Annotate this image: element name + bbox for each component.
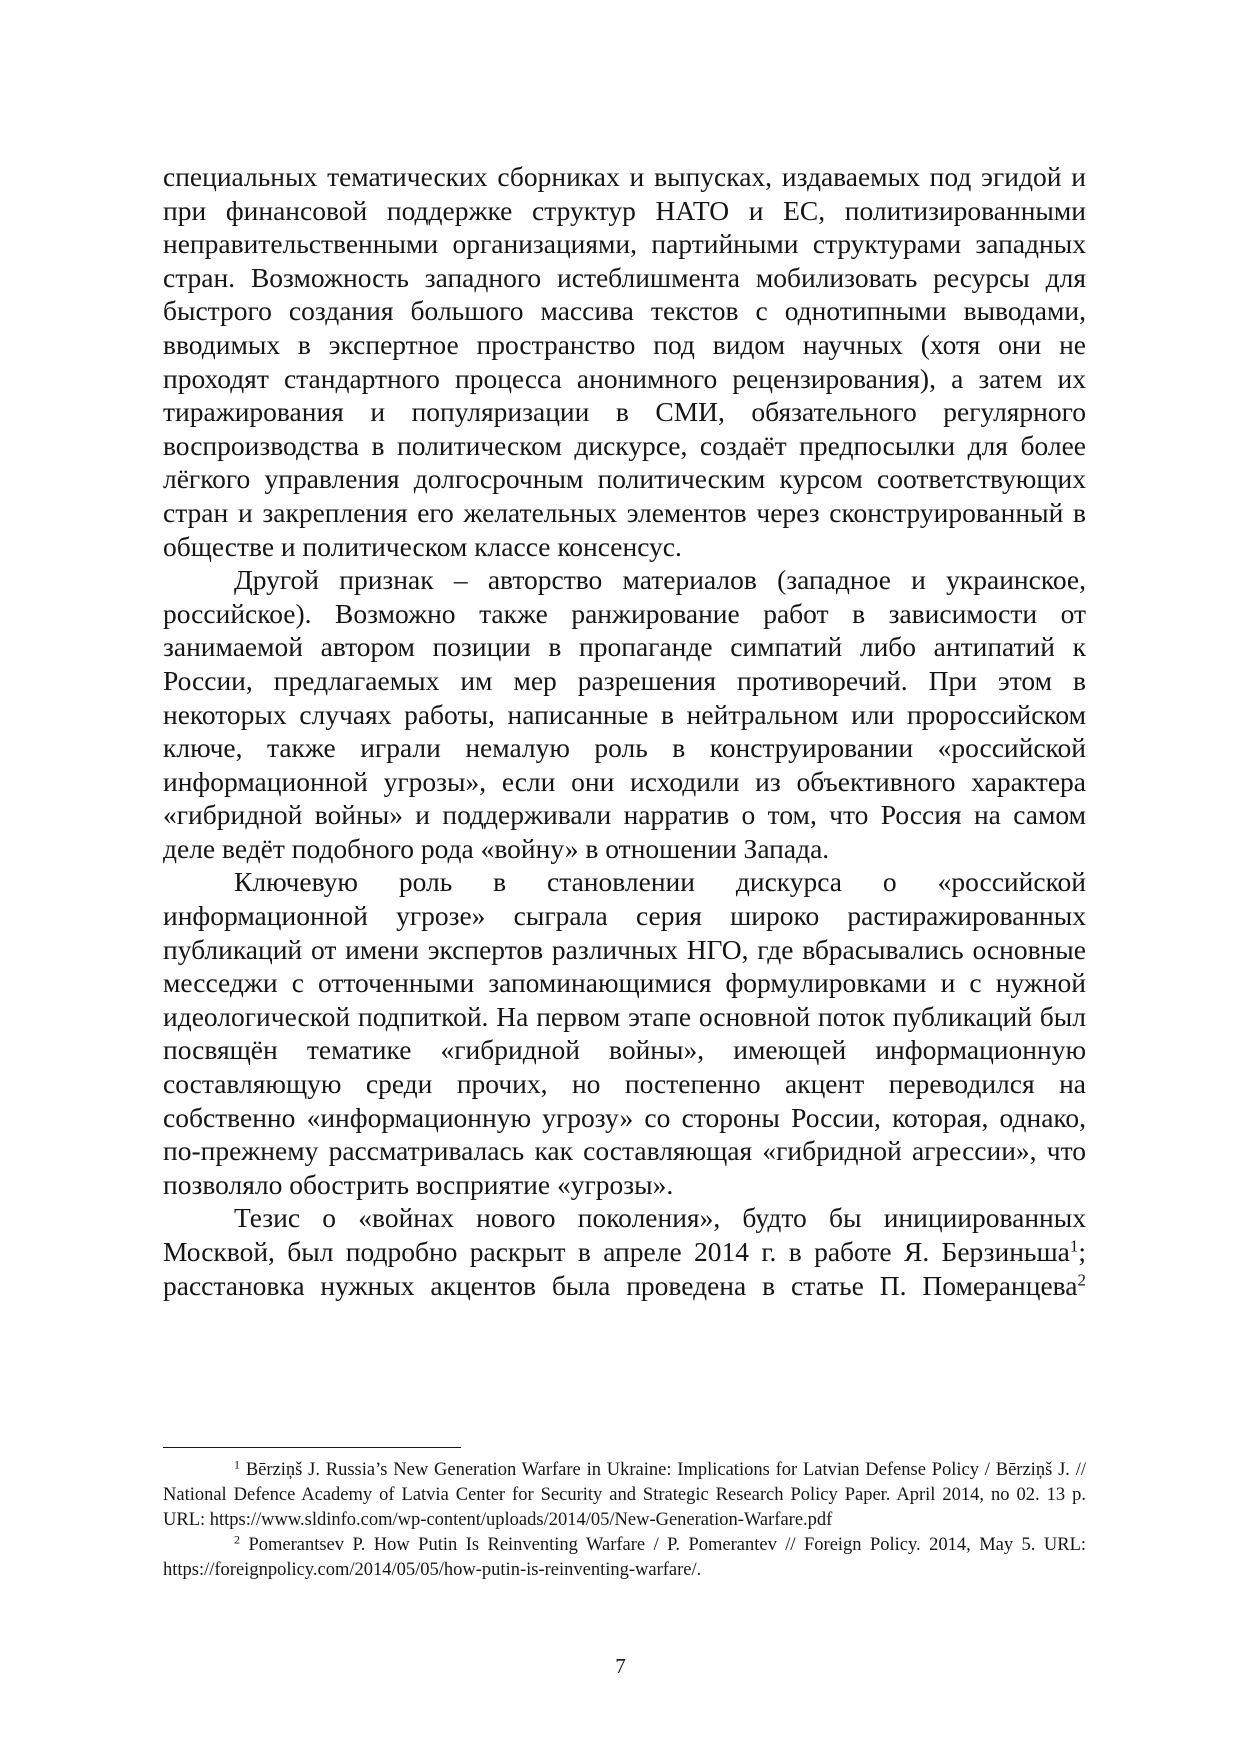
footnote-2: [163, 1533, 1086, 1583]
paragraph-new-generation-wars: [163, 1201, 1086, 1302]
footnotes: [163, 1458, 1086, 1583]
paragraph-text-part-2: ; расстановка нужных акцентов была проведена в статье П. Померанцева: [163, 1236, 1086, 1301]
page-number: 7: [615, 1654, 626, 1678]
footnote-marker-2: 2: [234, 1532, 240, 1547]
paragraph-text-part-1: Тезис о «войнах нового поколения», будто бы инициированных Москвой, был подробно раскрыт в апреле 2014 г. в работе Я. Берзиньша: [163, 1202, 1086, 1267]
footnote-marker-1: 1: [234, 1457, 240, 1472]
footnote-1: [163, 1458, 1086, 1533]
paragraph-key-role: Ключевую роль в становлении дискурса о «российской информационной угрозе» сыграла серия широко растиражированных публикаций от имени экспертов различных НГО, где вбрасывались основные месседжи с отточенными запоминающимися формулировками и с нужной идеологической подпиткой. На первом этапе основной поток публикаций был посвящён тематике «гибридной войны», имеющей информационную составляющую среди прочих, но постепенно акцент переводился на собственно «информационную угрозу» со стороны России, которая, однако, по-прежнему рассматривалась как составляющая «гибридной агрессии», что позволяло обострить восприятие «угрозы».: [163, 866, 1086, 1200]
footnote-text-2: Pomerantsev P. How Putin Is Reinventing Warfare / P. Pomerantev // Foreign Policy. 2014, May 5. URL: https://foreignpolicy.com/2014/05/05/how-putin-is-reinventing-warfare/.: [163, 1535, 1087, 1580]
body-text: [163, 160, 1086, 1302]
footnote-reference-1[interactable]: 1: [1069, 1236, 1079, 1256]
paragraph-continued: специальных тематических сборниках и выпусках, издаваемых под эгидой и при финансовой поддержке структур НАТО и ЕС, политизированными неправительственными организациями, партийными структурами западных стран. Возможность западного истеблишмента мобилизовать ресурсы для быстрого создания большого массива текстов с однотипными выводами, вводимых в экспертное пространство под видом научных (хотя они не проходят стандартного процесса анонимного рецензирования), а затем их тиражирования и популяризации в СМИ, обязательного регулярного воспроизводства в политическом дискурсе, создаёт предпосылки для более лёгкого управления долгосрочным политическим курсом соответствующих стран и закрепления его желательных элементов через сконструированный в обществе и политическом классе консенсус.: [163, 161, 1086, 562]
footnote-reference-2[interactable]: 2: [1077, 1270, 1086, 1290]
paragraph-authorship: Другой признак – авторство материалов (западное и украинское, российское). Возможно также ранжирование работ в зависимости от занимаемой автором позиции в пропаганде симпатий либо антипатий к России, предлагаемых им мер разрешения противоречий. При этом в некоторых случаях работы, написанные в нейтральном или пророссийском ключе, также играли немалую роль в конструировании «российской информационной угрозы», если они исходили из объективного характера «гибридной войны» и поддерживали нарратив о том, что Россия на самом деле ведёт подобного рода «войну» в отношении Запада.: [163, 564, 1086, 864]
footnote-separator: [163, 1447, 461, 1448]
footnote-text-1: Bērziņš J. Russia’s New Generation Warfare in Ukraine: Implications for Latvian Defense Policy / Bērziņš J. // National Defence Academy of Latvia Center for Security and Strategic Research Policy Paper. April 2014, no 02. 13 p. URL: https://www.sldinfo.com/wp-content/uploads/2014/05/New-Generation-Warfare.pdf: [163, 1460, 1086, 1530]
